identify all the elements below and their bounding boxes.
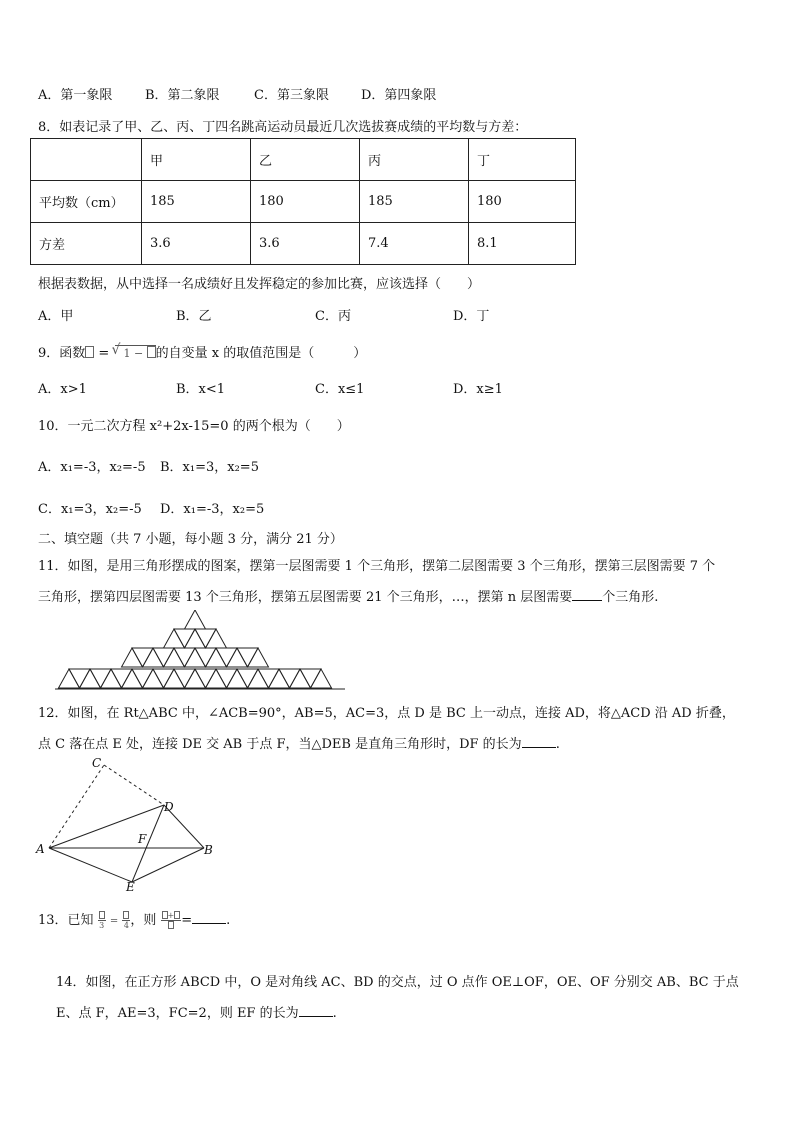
placeholder-box-icon	[123, 911, 129, 919]
q8-table	[30, 138, 576, 265]
answer-blank[interactable]	[299, 1004, 333, 1017]
q14-line2	[56, 1002, 337, 1021]
triangle-shape	[90, 669, 111, 688]
triangle-shape	[248, 669, 269, 688]
triangle-shape	[122, 648, 143, 667]
q9-option-b: B．x<1	[176, 382, 226, 397]
triangle-shape	[185, 648, 206, 667]
q10-option-c: C．x₁=3，x₂=-5	[38, 502, 142, 517]
triangle-shape	[122, 669, 143, 688]
triangle-shape	[195, 669, 216, 688]
q11-line2	[38, 586, 658, 605]
q11-line2-text: 三角形，摆第四层图需要 13 个三角形，摆第五层图需要 21 个三角形，…，摆第 n 层图需要	[38, 590, 573, 605]
label-f: F	[138, 832, 147, 846]
q8-stem: 8．如表记录了甲、乙、丙、丁四名跳高运动员最近几次选拔赛成绩的平均数与方差：	[38, 120, 528, 135]
table-cell: 方差	[31, 223, 142, 265]
fraction: 3	[98, 911, 106, 930]
table-cell: 3.6	[142, 223, 251, 265]
table-cell: 丙	[360, 139, 469, 181]
q11-line2-end: 个三角形.	[602, 590, 659, 605]
section-title: 二、填空题（共 7 小题，每小题 3 分，满分 21 分）	[38, 532, 343, 547]
label-b: B	[204, 843, 213, 857]
triangle-shape	[185, 629, 206, 648]
triangle-shape	[164, 629, 185, 648]
triangle-shape	[227, 648, 248, 667]
triangle-shape	[143, 648, 164, 667]
answer-blank[interactable]	[192, 911, 226, 924]
q8-option-c: C．丙	[315, 309, 351, 324]
edge-eb	[132, 848, 204, 882]
q12-line2-end: .	[555, 737, 560, 752]
label-c: C	[92, 756, 102, 770]
q9-stem	[38, 342, 366, 361]
q9-stem-suffix: 的自变量 x 的取值范围是（ ）	[155, 346, 367, 361]
sqrt-expression	[115, 345, 155, 360]
q13-prefix: 13．已知	[38, 913, 94, 928]
q7-option-a: A．第一象限	[38, 88, 113, 103]
triangle-shape	[153, 648, 174, 667]
q10-stem: 10．一元二次方程 x²+2x-15=0 的两个根为（ ）	[38, 419, 350, 434]
triangle-shape	[216, 648, 237, 667]
triangle-shape	[69, 669, 90, 688]
q9-option-d: D．x≥1	[453, 382, 503, 397]
triangle-shape	[174, 648, 195, 667]
q8-question: 根据表数据，从中选择一名成绩好且发挥稳定的参加比赛，应该选择（ ）	[38, 277, 481, 292]
q9-option-c: C．x≤1	[315, 382, 365, 397]
triangle-shape	[185, 669, 206, 688]
label-e: E	[126, 880, 135, 894]
q13-stem: 13．已知 3 = 4 ，则 + = .	[38, 911, 231, 930]
triangle-shape	[80, 669, 101, 688]
table-cell: 甲	[142, 139, 251, 181]
q14-line2-text: E、点 F，AE=3，FC=2，则 EF 的长为	[56, 1006, 299, 1021]
table-header-row	[31, 139, 576, 181]
q12-line2-text: 点 C 落在点 E 处，连接 DE 交 AB 于点 F，当△DEB 是直角三角形时，DF 的长为	[38, 737, 522, 752]
triangle-shape	[290, 669, 311, 688]
label-a: A	[36, 842, 45, 856]
q7-option-b: B．第二象限	[145, 88, 220, 103]
label-d: D	[164, 800, 174, 814]
table-cell: 7.4	[360, 223, 469, 265]
q9-option-a: A．x>1	[38, 382, 87, 397]
triangle-shape	[174, 629, 195, 648]
placeholder-box-icon	[85, 346, 94, 358]
edge-ad	[49, 805, 164, 848]
triangle-shape	[143, 669, 164, 688]
triangle-shape	[153, 669, 174, 688]
q9-equals: =	[94, 346, 114, 361]
answer-blank[interactable]	[572, 588, 602, 601]
triangle-shape	[206, 648, 227, 667]
q10-option-a: A．x₁=-3，x₂=-5	[38, 460, 146, 475]
triangle-shape	[279, 669, 300, 688]
q12-line2	[38, 733, 560, 752]
fraction: +	[161, 911, 182, 930]
q13-end: .	[226, 913, 231, 928]
q13-mid: ，则	[130, 913, 157, 928]
table-cell: 180	[469, 181, 576, 223]
edge-ae	[49, 848, 132, 882]
triangle-shape	[174, 669, 195, 688]
placeholder-box-icon	[174, 911, 180, 919]
edge-cd	[104, 765, 164, 805]
q14-line2-end: .	[332, 1006, 337, 1021]
placeholder-box-icon	[99, 911, 105, 919]
triangle-shape	[185, 610, 206, 629]
table-cell	[31, 139, 142, 181]
table-cell: 185	[142, 181, 251, 223]
triangle-shape	[269, 669, 290, 688]
fraction: 4	[122, 911, 130, 930]
q10-option-d: D．x₁=-3，x₂=5	[160, 502, 265, 517]
triangle-shape	[111, 669, 132, 688]
q9-stem-prefix: 9．函数	[38, 346, 86, 361]
q7-option-d: D．第四象限	[361, 88, 437, 103]
placeholder-box-icon	[162, 911, 168, 919]
answer-blank[interactable]	[522, 735, 556, 748]
q11-line1: 11．如图，是用三角形摆成的图案，摆第一层图需要 1 个三角形，摆第二层图需要 3 个三角形，摆第三层图需要 7 个	[38, 559, 716, 574]
triangle-shape	[237, 648, 258, 667]
triangle-shape	[258, 669, 279, 688]
triangle-shape	[164, 648, 185, 667]
placeholder-box-icon	[147, 346, 156, 358]
table-row	[31, 223, 576, 265]
q10-option-b: B．x₁=3，x₂=5	[160, 460, 259, 475]
table-cell: 8.1	[469, 223, 576, 265]
q12-line1: 12．如图，在 Rt△ABC 中，∠ACB=90°，AB=5，AC=3，点 D 是 BC 上一动点，连接 AD，将△ACD 沿 AD 折叠，	[38, 706, 735, 721]
triangle-shape	[195, 629, 216, 648]
q8-option-a: A．甲	[38, 309, 74, 324]
triangle-shape	[195, 648, 216, 667]
sqrt-content: 1 −	[123, 347, 147, 360]
q8-option-b: B．乙	[176, 309, 212, 324]
triangle-shape	[59, 669, 80, 688]
triangle-shape	[237, 669, 258, 688]
placeholder-box-icon	[168, 921, 174, 929]
q14-line1: 14．如图，在正方形 ABCD 中，O 是对角线 AC、BD 的交点，过 O 点作 OE⊥OF，OE、OF 分别交 AB、BC 于点	[56, 975, 739, 990]
triangle-pattern-figure	[55, 610, 345, 690]
geometry-figure-q12	[34, 755, 234, 895]
triangle-shape	[248, 648, 269, 667]
q7-option-c: C．第三象限	[254, 88, 329, 103]
triangle-shape	[206, 669, 227, 688]
triangle-shape	[227, 669, 248, 688]
table-row	[31, 181, 576, 223]
triangle-shape	[216, 669, 237, 688]
q8-option-d: D．丁	[453, 309, 490, 324]
table-cell: 180	[251, 181, 360, 223]
triangle-shape	[132, 669, 153, 688]
table-cell: 乙	[251, 139, 360, 181]
triangle-shape	[300, 669, 321, 688]
table-cell: 丁	[469, 139, 576, 181]
edge-ed	[132, 805, 164, 882]
q13-eq: =	[181, 913, 193, 928]
triangle-shape	[206, 629, 227, 648]
table-cell: 185	[360, 181, 469, 223]
triangle-shape	[101, 669, 122, 688]
triangle-shape	[311, 669, 332, 688]
triangle-shape	[132, 648, 153, 667]
table-cell: 3.6	[251, 223, 360, 265]
table-cell: 平均数（cm）	[31, 181, 142, 223]
edge-ac	[49, 765, 104, 848]
triangle-shape	[164, 669, 185, 688]
